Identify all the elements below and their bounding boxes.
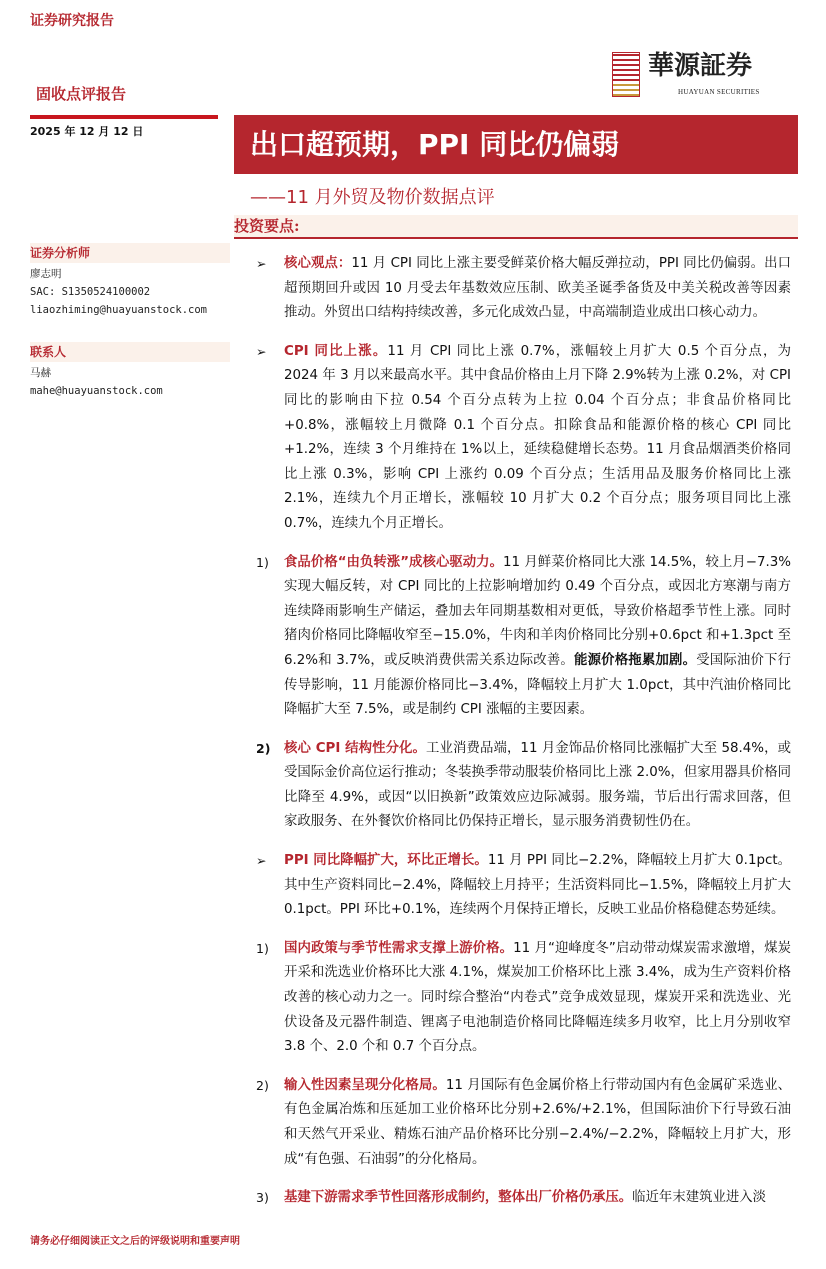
analyst-email[interactable]: liaozhiming@huayuanstock.com [30, 304, 208, 316]
list-number: 1) [256, 940, 269, 956]
body: 11 月 PPI 同比−2.2%，降幅较上月扩大 0.1pct。其中生产资料同比−2.4%，降幅较上月持平；生活资料同比−1.5%，降幅较上月扩大 0.1pct。PPI 环比+0.1%，连续两个月保持正增长，反映工业品价格稳健态势延续。 [284, 853, 791, 918]
footer-disclaimer: 请务必仔细阅读正文之后的评级说明和重要声明 [30, 1235, 240, 1247]
list-number: 2) [256, 1077, 269, 1093]
key-points-heading-text: 投资要点: [234, 217, 300, 235]
lead: 核心 CPI 结构性分化。 [284, 740, 427, 756]
body-continued: 受国际油价下行传导影响，11 月能源价格同比−3.4%，降幅较上月扩大 1.0pct，其中汽油价格同比降幅扩大至 7.5%，或是制约 CPI 涨幅的主要因素。 [284, 652, 792, 718]
key-point-imported-factors [256, 1074, 791, 1172]
key-point-core-view [256, 252, 791, 326]
bullet-arrow-icon: ➢ [256, 853, 267, 869]
list-number: 1) [256, 554, 269, 570]
bullet-arrow-icon: ➢ [256, 343, 267, 359]
lead: 输入性因素呈现分化格局。 [284, 1077, 446, 1093]
lead: 核心观点： [284, 256, 352, 271]
key-point-core-cpi [256, 737, 791, 835]
list-number: 2) [256, 740, 271, 756]
lead: PPI 同比降幅扩大，环比正增长。 [284, 853, 488, 869]
bullet-arrow-icon: ➢ [256, 256, 267, 271]
key-points-heading [234, 215, 798, 239]
key-point-food-price [256, 551, 791, 723]
report-date: 2025 年 12 月 12 日 [30, 125, 144, 138]
lead: 国内政策与季节性需求支撑上游价格。 [284, 940, 514, 956]
analyst-heading: 证券分析师 [30, 243, 230, 263]
logo-en-text: HUAYUAN SECURITIES [678, 88, 760, 96]
bold-phrase: 能源价格拖累加剧。 [574, 652, 697, 668]
huayuan-logo [612, 50, 802, 100]
page-subtitle: ——11 月外贸及物价数据点评 [250, 187, 495, 208]
left-divider [30, 115, 218, 119]
report-type: 固收点评报告 [36, 85, 127, 103]
key-point-domestic-policy [256, 937, 791, 1060]
analyst-name: 廖志明 [30, 268, 62, 280]
body: 11 月国际有色金属价格上行带动国内有色金属矿采选业、有色金属冶炼和压延加工业价格环比分别+2.6%/+2.1%，但国际油价下行导致石油和天然气开采业、精炼石油产品价格环比分别−2.4%/−2.2%，降幅较上月扩大，形成“有色强、石油弱”的分化格局。 [284, 1077, 792, 1167]
lead: 基建下游需求季节性回落形成制约，整体出厂价格仍承压。 [284, 1190, 633, 1206]
body: 11 月“迎峰度冬”启动带动煤炭需求激增，煤炭开采和洗选业价格环比大涨 4.1%，煤炭加工价格环比上涨 3.4%，成为生产资料价格改善的核心动力之一。同时综合整治“内卷式”竞争成效显现，煤炭开采和洗选业、光伏设备及元器件制造、锂离子电池制造价格同比降幅连续多月收窄，比上月分别收窄 3.8 个、2.0 个和 0.7 个百分点。 [284, 940, 791, 1055]
body: 11 月鲜菜价格同比大涨 14.5%，较上月−7.3%实现大幅反转，对 CPI 同比的上拉影响增加约 0.49 个百分点，或因北方寒潮与南方连续降雨影响生产储运，叠加去年同期基数相对更低，导致价格超季节性上涨。同时猪肉价格同比降幅收窄至−15.0%，牛肉和羊肉价格同比分别+0.6pct 和+1.3pct 至 6.2%和 3.7%，或反映消费供需关系边际改善。 [284, 554, 791, 668]
body: 工业消费品端，11 月金饰品价格同比涨幅扩大至 58.4%，或受国际金价高位运行推动；冬装换季带动服装价格同比上涨 2.0%，但家用器具价格同比降至 4.9%，或因“以旧换新”政策效应边际减弱。服务端，节后出行需求回落，但家政服务、在外餐饮价格同比仍保持正增长，显示服务消费韧性仍在。 [284, 740, 791, 830]
analyst-sac: SAC: S1350524100002 [30, 286, 151, 298]
report-category: 证券研究报告 [30, 13, 114, 29]
body: 11 月 CPI 同比上涨主要受鲜菜价格大幅反弹拉动，PPI 同比仍偏弱。出口超预期回升或因 10 月受去年基数效应压制、欧美圣诞季备货及中美关税改善等因素推动。外贸出口结构持续改善，多元化成效凸显，中高端制造业成出口核心动力。 [284, 256, 791, 321]
key-point-infrastructure [256, 1186, 791, 1211]
body: 临近年末建筑业进入淡 [632, 1190, 767, 1206]
lead: 食品价格“由负转涨”成核心驱动力。 [284, 554, 504, 570]
logo-mark-icon [612, 52, 640, 97]
logo-cn-text: 華源証券 [648, 51, 753, 81]
page-title: 出口超预期，PPI 同比仍偏弱 [250, 128, 620, 161]
contact-heading: 联系人 [30, 342, 230, 362]
list-number: 3) [256, 1190, 269, 1206]
key-point-cpi [256, 340, 791, 537]
lead: CPI 同比上涨。 [284, 343, 388, 359]
contact-email[interactable]: mahe@huayuanstock.com [30, 385, 163, 397]
body: 11 月 CPI 同比上涨 0.7%，涨幅较上月扩大 0.5 个百分点，为 2024 年 3 月以来最高水平。其中食品价格由上月下降 2.9%转为上涨 0.2%，对 CPI 同比的影响由下拉 0.54 个百分点转为上拉 0.04 个百分点；非食品价格同比+0.8%，涨幅较上月微降 0.1 个百分点。扣除食品和能源价格的核心 CPI 同比+1.2%，连续 3 个月维持在 1%以上，延续稳健增长态势。11 月食品烟酒类价格同比上涨 0.3%，影响 CPI 上涨约 0.09 个百分点；生活用品及服务价格同比上涨 2.1%，连续九个月正增长，涨幅较 10 月扩大 0.2 个百分点；服务项目同比上涨 0.7%，连续九个月正增长。 [284, 343, 791, 531]
key-point-ppi [256, 849, 791, 923]
contact-name: 马赫 [30, 367, 51, 379]
footer [30, 1225, 791, 1269]
